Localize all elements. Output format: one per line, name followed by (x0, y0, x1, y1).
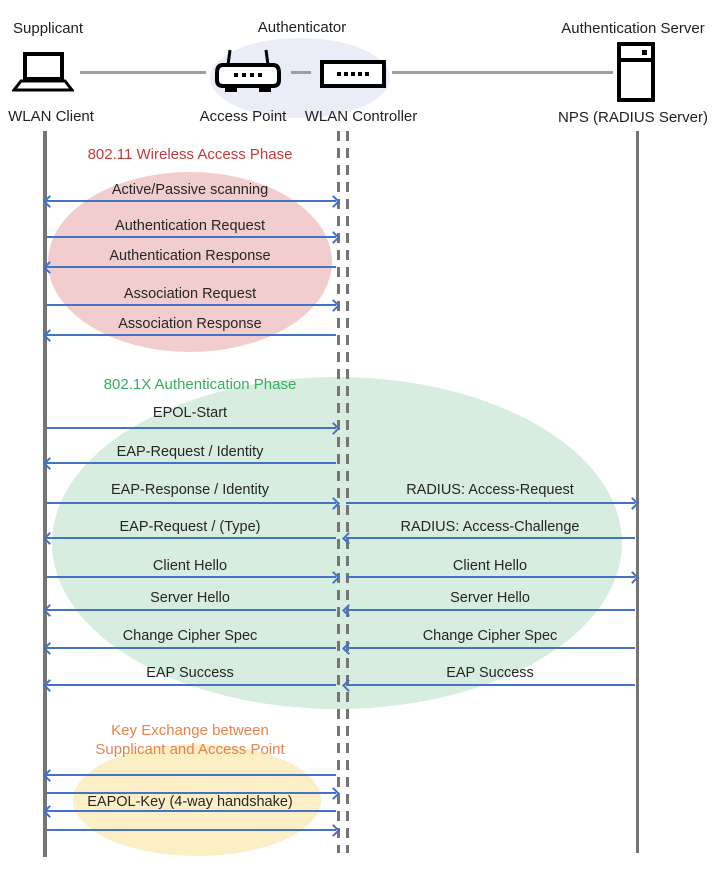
laptop-icon (12, 52, 74, 94)
msg-label-association-request: Association Request (123, 286, 257, 302)
phase-title-wireless-access: 802.11 Wireless Access Phase (87, 146, 293, 163)
msg-arrow-eap-success-right (346, 684, 635, 686)
device-label-wlan-controller: WLAN Controller (304, 108, 418, 125)
device-label-access-point: Access Point (199, 108, 287, 125)
msg-arrow-change-cipher-spec-right (346, 647, 635, 649)
msg-arrow-radius-access-challenge (346, 537, 635, 539)
msg-arrow-server-hello-left (47, 609, 336, 611)
msg-arrow-eap-request-type (47, 537, 336, 539)
msg-arrow-association-request (47, 304, 336, 306)
msg-arrow-change-cipher-spec-left (47, 647, 336, 649)
msg-arrow-client-hello-left (47, 576, 336, 578)
msg-arrow-authentication-request (47, 236, 336, 238)
lifeline-nps (636, 131, 639, 853)
device-label-nps: NPS (RADIUS Server) (557, 109, 709, 126)
phase-title-authentication: 802.1X Authentication Phase (103, 376, 297, 393)
msg-label-client-hello-left: Client Hello (152, 558, 228, 574)
msg-label-change-cipher-spec-left: Change Cipher Spec (122, 628, 258, 644)
wlan-controller-icon (320, 60, 386, 88)
role-label-authentication-server: Authentication Server (561, 20, 705, 37)
msg-arrow-authentication-response (47, 266, 336, 268)
msg-arrow-association-response (47, 334, 336, 336)
role-label-supplicant: Supplicant (13, 20, 84, 37)
msg-arrow-eap-success-left (47, 684, 336, 686)
phase-title-key-exchange-line1: Key Exchange between (111, 722, 269, 739)
msg-label-eap-request-type: EAP-Request / (Type) (119, 519, 261, 535)
msg-arrow-server-hello-right (346, 609, 635, 611)
msg-arrow-4way-handshake-1 (47, 774, 336, 776)
device-label-wlan-client: WLAN Client (8, 108, 94, 125)
connector-ap-to-controller (291, 71, 311, 74)
msg-arrow-4way-handshake-4 (47, 829, 336, 831)
msg-arrow-4way-handshake-3 (47, 810, 336, 812)
msg-label-eap-request-identity: EAP-Request / Identity (116, 444, 264, 460)
phase-title-key-exchange-line2: Supplicant and Access Point (95, 741, 285, 758)
lifeline-wlan-client (43, 131, 47, 857)
msg-label-eap-success-left: EAP Success (146, 665, 234, 681)
msg-arrow-eap-request-identity (47, 462, 336, 464)
msg-label-change-cipher-spec-right: Change Cipher Spec (422, 628, 558, 644)
msg-arrow-client-hello-right (346, 576, 635, 578)
msg-label-radius-access-request: RADIUS: Access-Request (406, 482, 574, 498)
msg-label-active-passive-scanning: Active/Passive scanning (111, 182, 269, 198)
msg-label-eap-success-right: EAP Success (446, 665, 534, 681)
msg-label-authentication-request: Authentication Request (115, 218, 265, 234)
msg-label-association-response: Association Response (118, 316, 262, 332)
server-icon (617, 42, 655, 102)
msg-label-eap-response-identity: EAP-Response / Identity (111, 482, 269, 498)
msg-label-eapol-key: EAPOL-Key (4-way handshake) (87, 794, 293, 810)
msg-label-epol-start: EPOL-Start (152, 405, 228, 421)
connector-client-to-ap (80, 71, 206, 74)
connector-controller-to-server (392, 71, 613, 74)
msg-arrow-epol-start (47, 427, 336, 429)
access-point-icon (213, 48, 283, 98)
msg-label-authentication-response: Authentication Response (109, 248, 271, 264)
msg-arrow-active-passive-scanning (47, 200, 336, 202)
msg-label-server-hello-left: Server Hello (150, 590, 230, 606)
role-label-authenticator: Authenticator (257, 19, 347, 36)
msg-label-radius-access-challenge: RADIUS: Access-Challenge (400, 519, 580, 535)
msg-label-client-hello-right: Client Hello (452, 558, 528, 574)
lifeline-controller-dashed-2 (346, 131, 349, 853)
msg-arrow-eap-response-identity (47, 502, 336, 504)
msg-arrow-radius-access-request (346, 502, 635, 504)
msg-label-server-hello-right: Server Hello (450, 590, 530, 606)
phase-title-key-exchange (95, 721, 284, 759)
